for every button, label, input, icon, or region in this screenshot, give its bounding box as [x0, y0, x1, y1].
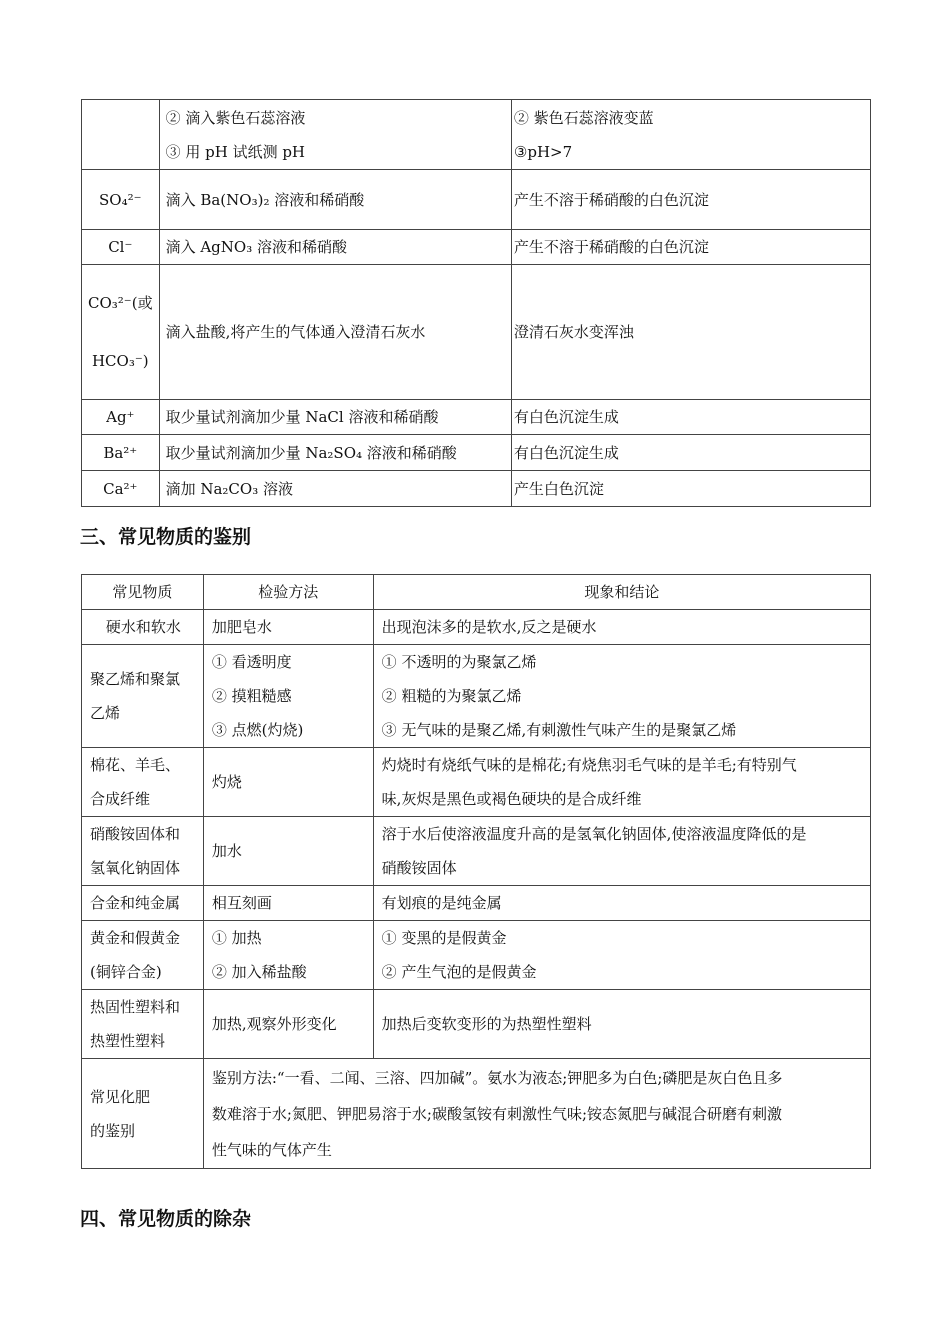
substance-cell [82, 817, 204, 886]
method-cell [203, 610, 373, 645]
result-cell [511, 100, 870, 170]
column-header: 常见物质 [82, 575, 204, 610]
result-cell: 澄清石灰水变浑浊 [511, 265, 870, 400]
result-line: 溶于水后使溶液温度升高的是氢氧化钠固体,使溶液温度降低的是 [381, 825, 807, 843]
substance-cell [82, 886, 204, 921]
substance-line: 的鉴别 [90, 1121, 136, 1140]
substance-line: 合成纤维 [90, 790, 151, 808]
table-row [82, 817, 871, 886]
result-cell: 有白色沉淀生成 [511, 435, 870, 471]
method-line: 加水 [211, 842, 242, 860]
ion-cell: Ca²⁺ [82, 471, 160, 507]
method-cell [203, 748, 373, 817]
text-line: 性气味的气体产生 [211, 1140, 332, 1159]
method-line: ① 看透明度 [211, 653, 292, 671]
table-row [82, 610, 871, 645]
ion-line: HCO₃⁻) [91, 352, 149, 370]
table-row [82, 471, 871, 507]
result-line: 灼烧时有烧纸气味的是棉花;有烧焦羽毛气味的是羊毛;有特别气 [381, 756, 797, 774]
method-cell [203, 921, 373, 990]
section-heading: 四、常见物质的除杂 [80, 1208, 252, 1230]
text-line: 数难溶于水;氮肥、钾肥易溶于水;碳酸氢铵有刺激性气味;铵态氮肥与碱混合研磨有刺激 [211, 1104, 783, 1123]
table-row [82, 645, 871, 748]
result-line: ① 不透明的为聚氯乙烯 [381, 653, 537, 671]
result-line: 加热后变软变形的为热塑性塑料 [381, 1015, 592, 1033]
method-cell: 滴入盐酸,将产生的气体通入澄清石灰水 [159, 265, 511, 400]
column-header: 现象和结论 [373, 575, 870, 610]
substance-cell [82, 921, 204, 990]
method-line: ② 加入稀盐酸 [211, 963, 307, 981]
method-cell [203, 817, 373, 886]
table-row [82, 990, 871, 1059]
method-cell [203, 645, 373, 748]
method-line: ③ 点燃(灼烧) [211, 721, 304, 739]
table-row [82, 921, 871, 990]
substance-line: 棉花、羊毛、 [90, 756, 181, 774]
result-line: ① 变黑的是假黄金 [381, 929, 507, 947]
method-cell [203, 990, 373, 1059]
method-cell: 滴入 Ba(NO₃)₂ 溶液和稀硝酸 [159, 170, 511, 230]
identification-rows [82, 610, 871, 1059]
substance-cell [82, 990, 204, 1059]
method-cell: 取少量试剂滴加少量 Na₂SO₄ 溶液和稀硝酸 [159, 435, 511, 471]
method-line: 相互刻画 [211, 894, 272, 912]
ion-cell: Cl⁻ [82, 230, 160, 265]
table-row [82, 435, 871, 471]
substance-line: (铜锌合金) [90, 963, 162, 981]
substance-line: 合金和纯金属 [90, 894, 181, 912]
result-cell [373, 921, 870, 990]
substance-line: 热固性塑料和 [90, 998, 181, 1016]
result-cell [373, 748, 870, 817]
substance-line: 聚乙烯和聚氯 [90, 670, 181, 688]
substance-line: 氢氧化钠固体 [90, 859, 181, 877]
method-cell: 滴入 AgNO₃ 溶液和稀硝酸 [159, 230, 511, 265]
ion-cell: SO₄²⁻ [82, 170, 160, 230]
ion-cell [82, 100, 160, 170]
result-line: ② 产生气泡的是假黄金 [381, 963, 537, 981]
method-line: 加热,观察外形变化 [211, 1015, 337, 1033]
fertilizer-method-cell [203, 1059, 870, 1169]
substance-line: 硝酸铵固体和 [90, 825, 181, 843]
substance-line: 常见化肥 [90, 1087, 151, 1106]
substance-cell [82, 1059, 204, 1169]
substance-line: 硬水和软水 [105, 618, 181, 636]
result-line: ② 紫色石蕊溶液变蓝 [513, 108, 654, 127]
ion-cell [82, 265, 160, 400]
method-line: ② 滴入紫色石蕊溶液 [165, 108, 306, 127]
ion-test-table [81, 99, 871, 507]
ion-cell: Ag⁺ [82, 400, 160, 435]
section-heading: 三、常见物质的鉴别 [80, 526, 252, 548]
method-cell: 滴加 Na₂CO₃ 溶液 [159, 471, 511, 507]
result-cell [373, 817, 870, 886]
result-cell: 有白色沉淀生成 [511, 400, 870, 435]
result-cell [373, 645, 870, 748]
ion-cell: Ba²⁺ [82, 435, 160, 471]
result-cell: 产生不溶于稀硝酸的白色沉淀 [511, 230, 870, 265]
result-line: 出现泡沫多的是软水,反之是硬水 [381, 618, 597, 636]
identification-table [81, 574, 871, 1169]
result-line: ③pH>7 [513, 142, 573, 161]
method-cell: 取少量试剂滴加少量 NaCl 溶液和稀硝酸 [159, 400, 511, 435]
table-row [82, 265, 871, 400]
substance-line: 乙烯 [90, 704, 121, 722]
method-line: ③ 用 pH 试纸测 pH [165, 142, 306, 161]
table-row [82, 230, 871, 265]
table-row [82, 1059, 871, 1169]
result-line: 硝酸铵固体 [381, 859, 457, 877]
result-line: 有划痕的是纯金属 [381, 894, 502, 912]
ion-line: CO₃²⁻(或 [88, 294, 153, 312]
method-line: ① 加热 [211, 929, 262, 947]
table-header-row [82, 575, 871, 610]
column-header: 检验方法 [203, 575, 373, 610]
table-row [82, 100, 871, 170]
substance-cell [82, 610, 204, 645]
table-row [82, 748, 871, 817]
substance-line: 热塑性塑料 [90, 1032, 166, 1050]
table-row [82, 400, 871, 435]
method-line: 灼烧 [211, 773, 242, 791]
substance-line: 黄金和假黄金 [90, 929, 181, 947]
table-row [82, 170, 871, 230]
method-line: ② 摸粗糙感 [211, 687, 292, 705]
substance-cell [82, 645, 204, 748]
method-cell [203, 886, 373, 921]
result-cell [373, 610, 870, 645]
result-line: 味,灰烬是黑色或褐色硬块的是合成纤维 [381, 790, 642, 808]
result-cell: 产生不溶于稀硝酸的白色沉淀 [511, 170, 870, 230]
result-line: ③ 无气味的是聚乙烯,有刺激性气味产生的是聚氯乙烯 [381, 721, 737, 739]
result-line: ② 粗糙的为聚氯乙烯 [381, 687, 522, 705]
substance-cell [82, 748, 204, 817]
table-row [82, 886, 871, 921]
method-cell [159, 100, 511, 170]
result-cell [373, 886, 870, 921]
result-cell: 产生白色沉淀 [511, 471, 870, 507]
text-line: 鉴别方法:“一看、二闻、三溶、四加碱”。氨水为液态;钾肥多为白色;磷肥是灰白色且多 [211, 1068, 783, 1087]
result-cell [373, 990, 870, 1059]
method-line: 加肥皂水 [211, 618, 272, 636]
